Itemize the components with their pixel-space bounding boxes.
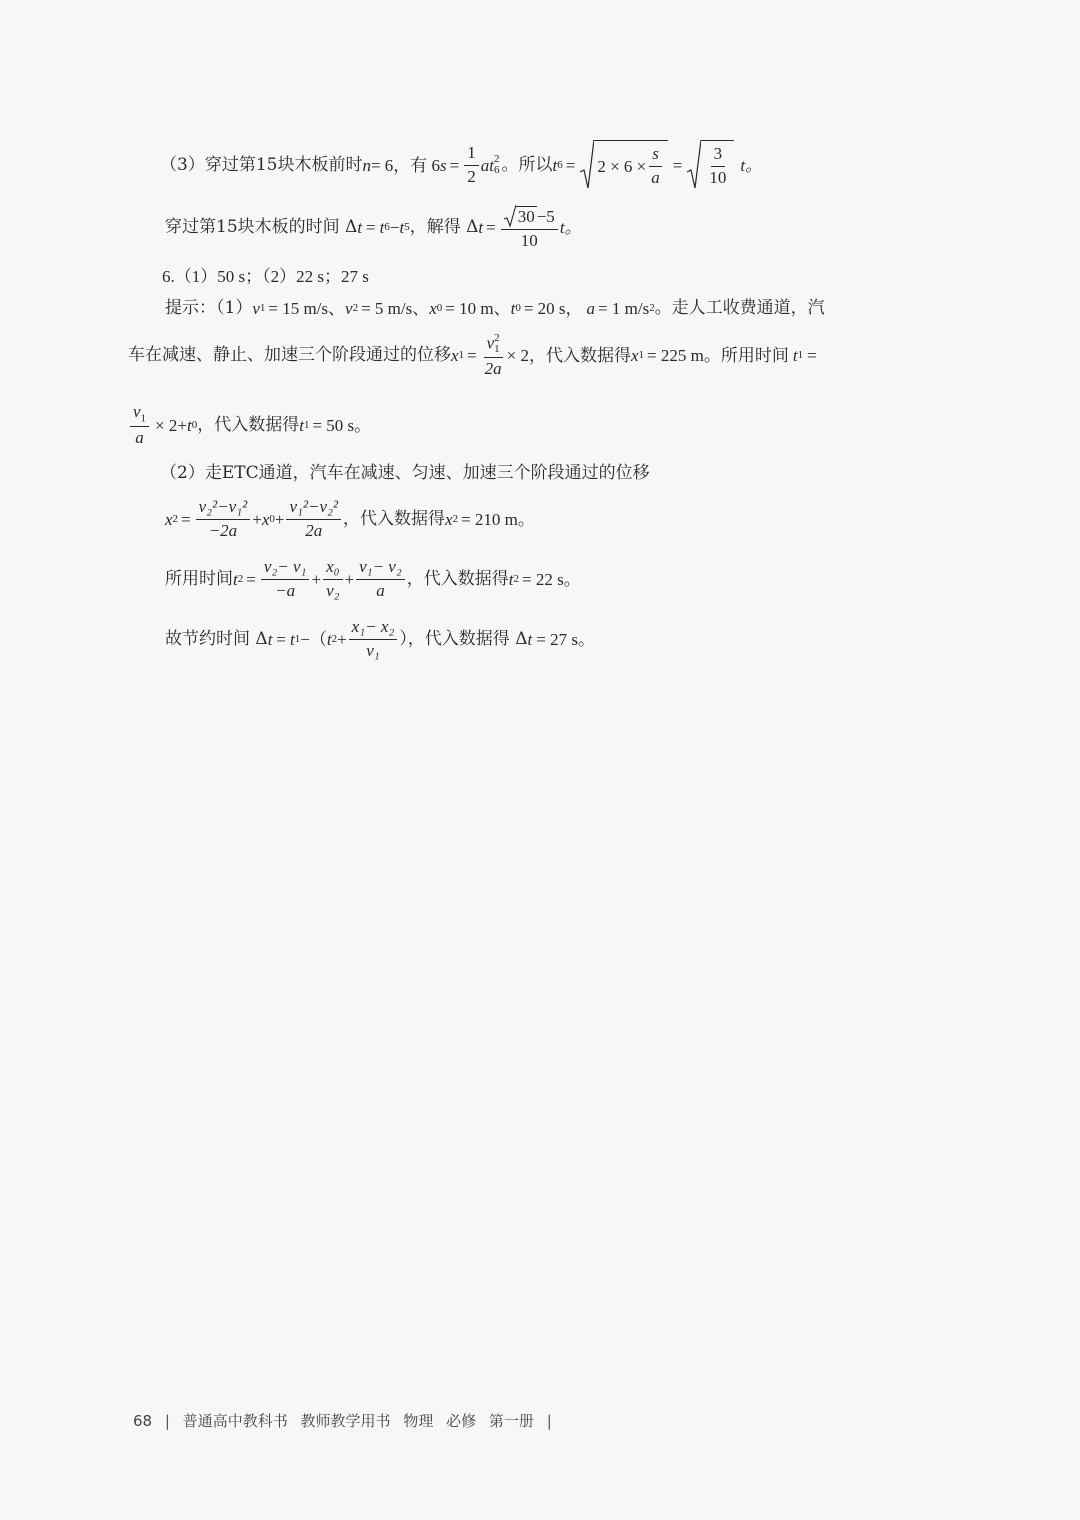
fraction-half: $\frac{1}{2}$ [464,144,479,186]
line-2: 穿过第15块木板的时间 Δ t = t 6 − t 5 ，解得 Δ t = 30 −5 10 t。 [165,205,582,251]
line-4: 提示：（1） v 1 = 15 m/s、 v 2 = 5 m/s、 x 0 = 10 m、 t 0 = 20 s， a = 1 m/s 2 。走人工收费通道，汽 [165,298,825,318]
line-3: 6.（1）50 s；（2）22 s；27 s [162,267,369,286]
line-7: （2）走ETC通道，汽车在减速、匀速、加速三个阶段通过的位移 [160,463,650,483]
fraction-1: $\frac{\text{v₂²−v₁²}}{-2a}$ [196,498,251,540]
volume: 第一册 [488,1412,534,1430]
guide-title: 教师教学用书 [300,1412,391,1430]
line-1: （3）穿过第15块木板前时 n = 6，有 6 s = $\frac{1}{2}$ at 2 6 。所以 t 6 = 2 × 6 × $\frac{s}{a}$ = $\frac{3}{10}$ t。 [160,140,762,190]
text: = 6，有 6 [370,155,441,175]
fraction-x1x2-v1: $\frac{\text{x₁− x₂}}{\text{v₁}}$ [349,618,398,660]
book-title: 普通高中教科书 [182,1412,288,1430]
fraction-v1-a: $\frac{v_1}{a}$ [130,403,149,448]
var-t6: t [552,155,558,175]
fraction-2: $\frac{\text{x₀}}{\text{v₂}}$ [323,558,342,600]
text: （3）穿过第15块木板前时 [160,154,363,175]
fraction-1: $\frac{\text{v₂− v₁}}{-a}$ [261,558,310,600]
sqrt-1: 2 × 6 × $\frac{s}{a}$ [580,140,667,190]
text: 。所以 [501,154,553,175]
level: 必修 [446,1412,477,1430]
line-6: $\frac{v_1}{a}$ × 2+ t 0 ，代入数据得 t 1 = 50 s。 [128,403,371,448]
page-footer: 68 | 普通高中教科书 教师教学用书 物理 必修 第一册 | [133,1412,552,1430]
text: = [449,155,460,175]
fraction-3: $\frac{\text{v₁− v₂}}{a}$ [356,558,405,600]
var-s: s [440,155,447,175]
sqrt-2: $\frac{3}{10}$ [687,140,734,190]
line-5: 车在减速、静止、加速三个阶段通过的位移 x 1 = v 2 1 2a × 2，代入数据得 x 1 = 225 m。所用时间 t 1 = [128,332,817,378]
line-10: 故节约时间 Δ t = t 1 −（ t 2 + $\frac{\text{x₁− x₂}}{\text{v₁}}$ ），代入数据得 Δ t = 27 s。 [165,617,595,660]
fraction-2: $\frac{\text{v₁²−v₂²}}{2a}$ [286,498,341,540]
var-n: n [362,155,371,175]
line-9: 所用时间 t 2 = $\frac{\text{v₂− v₁}}{-a}$ + $\frac{\text{x₀}}{\text{v₂}}$ + $\frac{\text{v₁− v₂}}{a}$ ，代入数据得 t 2 = 22 s。 [165,557,581,600]
page-number: 68 [133,1412,153,1430]
line-8: x 2 = $\frac{\text{v₂²−v₁²}}{-2a}$ + x 0 + $\frac{\text{v₁²−v₂²}}{2a}$ ，代入数据得 x 2 = 210 m。 [165,497,535,540]
subject: 物理 [403,1412,434,1430]
fraction-sqrt30: 30 −5 10 [501,205,558,251]
var-at: at [480,155,494,175]
fraction-v1sq-2a: v 2 1 2a [484,332,502,378]
